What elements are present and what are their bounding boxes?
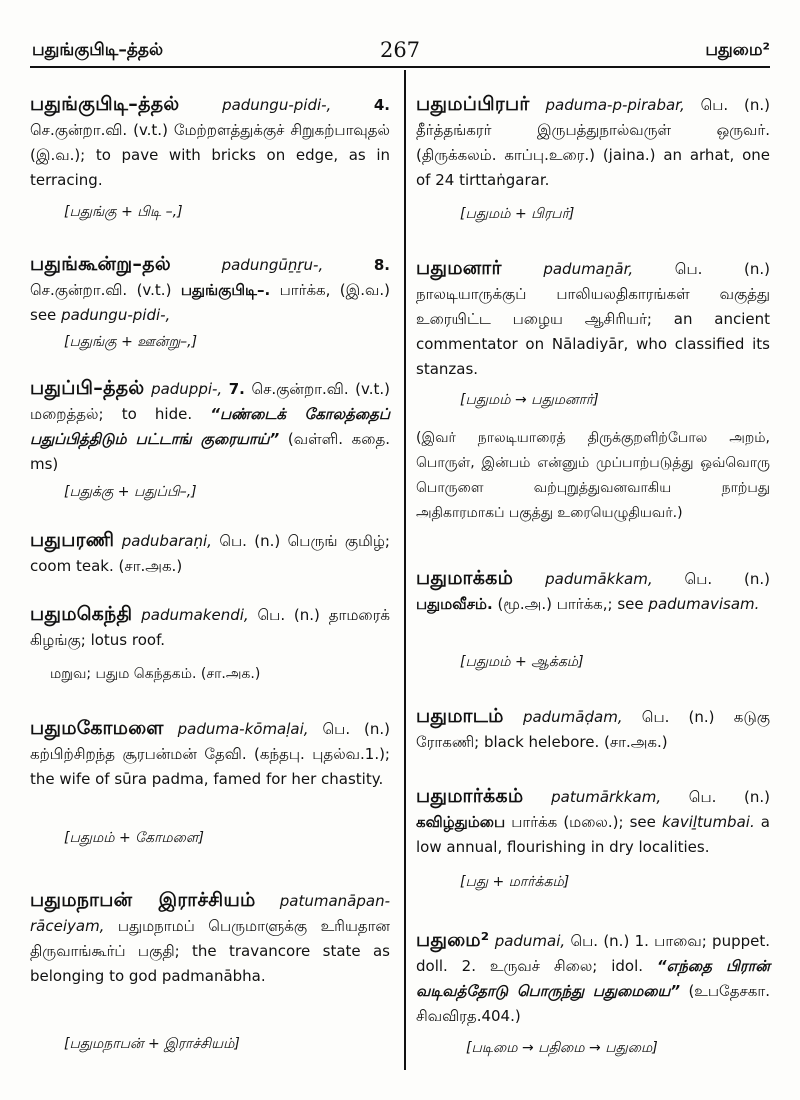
etymology: [பதுக்கு + பதுப்பி–,] <box>64 484 197 500</box>
part-of-speech: பெ. (n.) <box>219 532 281 550</box>
dictionary-entry <box>30 252 390 328</box>
definition: 1. பாவை; puppet. doll. 2. உருவச் சிலை; idol. <box>416 932 770 975</box>
dictionary-entry <box>30 602 390 653</box>
definition: நாலடியாருக்குப் பாலியலதிகாரங்கள் வகுத்து உரையிட்ட பழைய ஆசிரியர்; an ancient commentator on Nāladiyār, who classified its stanzas. <box>416 285 770 378</box>
etymology: [பதுங்கு + பிடி –,] <box>64 204 183 220</box>
etymology: [பதுமம் + பிரபர்] <box>460 206 575 222</box>
headword: பதுமனார் <box>416 257 502 279</box>
transliteration: padubaraṇi, <box>121 532 212 550</box>
conjugation-number: 7. <box>228 380 245 398</box>
transliteration: paduma-p-pirabar, <box>545 96 685 114</box>
etymology: [பது + மார்க்கம்] <box>460 874 570 890</box>
transliteration: padumaṉār, <box>543 260 634 278</box>
etymology: [பதுமநாபன் + இராச்சியம்] <box>64 1036 240 1052</box>
quotation: “பண்டைக் கோலத்தைப் பதுப்பித்திடும் பட்டாங் குரையாய்” <box>30 405 390 448</box>
dictionary-entry <box>416 566 770 617</box>
definition: (மூ.அ.) பார்க்க,; see <box>497 595 644 613</box>
quotation: “எந்தை பிரான் வடிவத்தோடு பொருந்து பதுமையை” <box>416 957 770 1000</box>
transliteration: padumakendi, <box>141 606 249 624</box>
citation: (சா.அக.) <box>118 557 183 575</box>
part-of-speech: பெ. (n.) <box>684 570 770 588</box>
part-of-speech: பெ. (n.) <box>322 720 390 738</box>
transliteration: padumāḍam, <box>522 708 623 726</box>
dictionary-entry <box>30 92 390 193</box>
definition: கடுகு ரோகணி; black helebore. <box>416 708 770 751</box>
definition: செ.குன்றா.வி. (v.t.) மறைத்தல்; to hide. <box>30 380 390 423</box>
headword: பதுமகோமளை <box>30 717 164 739</box>
transliteration: padumākkam, <box>545 570 653 588</box>
part-of-speech: பெ. (n.) <box>674 260 770 278</box>
definition: பார்க்க, (இ.வ.) see <box>30 281 390 324</box>
part-of-speech: பெ. (n.) <box>688 788 770 806</box>
definition: பதுமநாமப் பெருமாளுக்கு உரியதான திருவாங்கூர்ப் பகுதி; the travancore state as belonging to god padmanābha. <box>30 917 390 985</box>
conjugation-number: 4. <box>373 96 390 114</box>
part-of-speech: பெ. (n.) <box>641 708 715 726</box>
headword: பதுங்கூன்று–தல் <box>30 253 171 275</box>
headword: பதுபரணி <box>30 529 115 551</box>
citation: (வள்ளி. கதை. ms) <box>30 430 390 473</box>
transliteration: padungūṉṟu-, <box>221 256 324 274</box>
headword: பதுமார்க்கம் <box>416 785 524 807</box>
cross-reference: கவிழ்தும்பை <box>416 813 506 831</box>
headword: பதுங்குபிடி–த்தல் <box>30 93 180 115</box>
dictionary-entry <box>416 92 770 193</box>
definition: தீர்த்தங்கரர் இருபத்துநால்வருள் ஒருவர். (திருக்கலம். காப்பு.உரை.) (jaina.) an arhat, one of 24 tirttaṅgarar. <box>416 121 770 189</box>
transliteration: padungu-pidi-, <box>222 96 332 114</box>
transliteration: patumārkkam, <box>551 788 662 806</box>
page-header <box>0 0 800 62</box>
transliteration: paduppi-, <box>151 380 223 398</box>
column-divider <box>404 70 406 1070</box>
etymology: [பதுமம் → பதுமனார்] <box>460 392 599 408</box>
dictionary-entry <box>30 716 390 792</box>
see-reference: padumavisam. <box>648 595 760 613</box>
etymology: [பதுமம் + கோமளை] <box>64 830 204 846</box>
definition: தாமரைக் கிழங்கு; lotus roof. <box>30 606 390 649</box>
see-reference: kaviḻtumbai. <box>661 813 755 831</box>
etymology: [படிமை → பதிமை → பதுமை] <box>466 1040 658 1056</box>
transliteration: paduma-kōmaḷai, <box>177 720 309 738</box>
citation: (உபதேசகா. சிவவிரத.404.) <box>416 982 770 1025</box>
definition: பெருங் குமிழ்; coom teak. <box>30 532 390 575</box>
variant-note: மறுவ; பதும கெந்தகம். (சா.அக.) <box>50 666 261 682</box>
dictionary-entry <box>416 256 770 382</box>
header-rule <box>30 66 770 68</box>
definition: கற்பிற்சிறந்த சூரபன்மன் தேவி. (கந்தபு. புதல்வ.1.); the wife of sūra padma, famed for her chastity. <box>30 745 390 788</box>
headword: பதுப்பி–த்தல் <box>30 377 145 399</box>
cross-reference: பதுமவீசம். <box>416 595 493 613</box>
dictionary-entry <box>416 928 770 1029</box>
definition: செ.குன்றா.வி. (v.t.) <box>30 281 172 299</box>
dictionary-entry <box>416 784 770 860</box>
definition: a low annual, flourishing in dry localities. <box>416 813 770 856</box>
part-of-speech: பெ. (n.) <box>700 96 770 114</box>
cross-reference: பதுங்குபிடி–. <box>180 281 271 299</box>
dictionary-entry <box>30 376 390 477</box>
running-head-right: பதுமை² <box>705 40 770 60</box>
definition: செ.குன்றா.வி. (v.t.) மேற்றளத்துக்குச் சிறுகற்பாவுதல் (இ.வ.); to pave with bricks on edge, as in terracing. <box>30 121 390 189</box>
headword: பதுமாடம் <box>416 705 504 727</box>
definition: பார்க்க (மலை.); see <box>511 813 656 831</box>
dictionary-entry <box>416 704 770 755</box>
running-head-left: பதுங்குபிடி–த்தல் <box>32 40 164 60</box>
commentary-note: (இவர் நாலடியாரைத் திருக்குறளிற்போல அறம், பொருள், இன்பம் என்னும் முப்பாற்படுத்து ஒவ்வொரு பொருளை வற்புறுத்துவனவாகிய நாற்பது அதிகாரமாகப் பகுத்து உரையெழுதியவர்.) <box>416 430 770 521</box>
conjugation-number: 8. <box>373 256 390 274</box>
headword: பதுமநாபன் இராச்சியம் <box>30 889 256 911</box>
etymology: [பதுங்கு + ஊன்று–,] <box>64 334 198 350</box>
part-of-speech: பெ. (n.) <box>257 606 320 624</box>
headword: பதுமை² <box>416 929 490 951</box>
etymology: [பதுமம் + ஆக்கம்] <box>460 654 584 670</box>
dictionary-entry <box>30 888 390 989</box>
citation: (சா.அக.) <box>604 733 668 751</box>
dictionary-entry <box>30 528 390 579</box>
headword: பதுமப்பிரபர் <box>416 93 530 115</box>
headword: பதுமாக்கம் <box>416 567 514 589</box>
headword: பதுமகெந்தி <box>30 603 133 625</box>
part-of-speech: பெ. (n.) <box>570 932 630 950</box>
transliteration: padumai, <box>494 932 566 950</box>
transliteration: patumanāpan-rāceiyam, <box>30 892 390 935</box>
page-number: 267 <box>379 38 421 62</box>
see-reference: padungu-pidi-, <box>61 306 171 324</box>
